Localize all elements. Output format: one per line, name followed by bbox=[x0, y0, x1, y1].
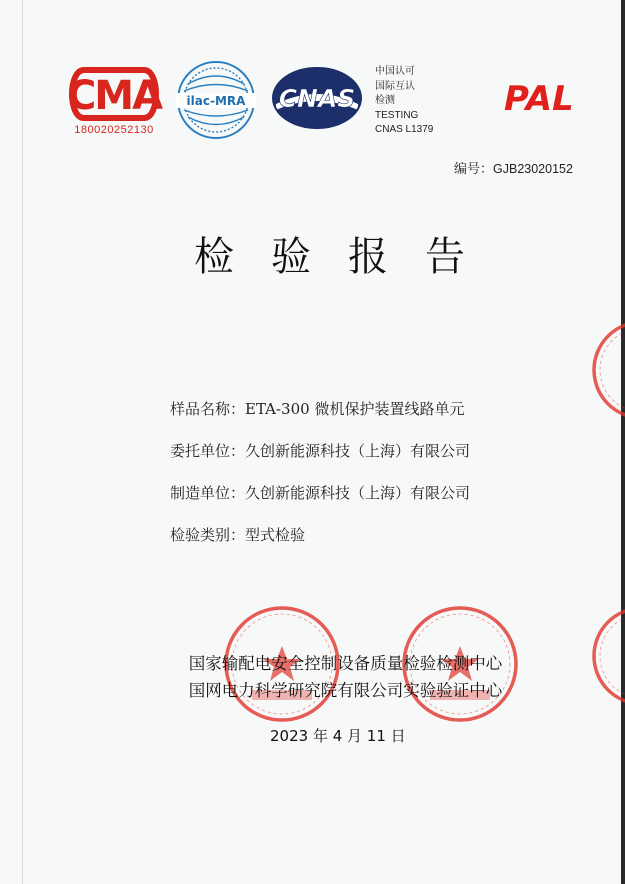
field-value: 久创新能源科技（上海）有限公司 bbox=[245, 442, 471, 460]
field-manufacturer bbox=[170, 482, 470, 524]
field-label: 制造单位： bbox=[170, 484, 246, 502]
field-value: ETA-300 微机保护装置线路单元 bbox=[245, 400, 465, 418]
field-value: 久创新能源科技（上海）有限公司 bbox=[245, 484, 471, 502]
issuing-organization-1: 国家输配电安全控制设备质量检验检测中心 bbox=[188, 654, 503, 673]
ilac-mra-logo bbox=[174, 58, 258, 142]
edge-seal-top bbox=[590, 318, 625, 422]
cnas-logo bbox=[270, 66, 364, 130]
cnas-info-line: TESTING bbox=[375, 109, 419, 121]
pal-mark-icon bbox=[498, 78, 582, 118]
cnas-info-line: CNAS L1379 bbox=[375, 124, 434, 135]
report-number-value: GJB23020152 bbox=[493, 162, 573, 176]
report-number bbox=[454, 158, 573, 177]
report-title: 检验报告 bbox=[194, 234, 502, 280]
cnas-info-line: 国际互认 bbox=[375, 80, 415, 92]
field-test-type bbox=[170, 524, 470, 566]
issue-date: 2023 年 4 月 11 日 bbox=[270, 727, 406, 745]
svg-text:ilac-MRA: ilac-MRA bbox=[186, 94, 246, 108]
cnas-ellipse-icon bbox=[270, 66, 364, 130]
field-value: 型式检验 bbox=[245, 526, 306, 544]
page-left-edge bbox=[22, 0, 23, 884]
cnas-accreditation-text bbox=[375, 65, 465, 138]
field-label: 检验类别： bbox=[170, 526, 246, 544]
cma-number: 180020252130 bbox=[74, 124, 154, 136]
pal-logo bbox=[498, 78, 582, 118]
sample-info-fields bbox=[170, 398, 470, 566]
page-right-edge bbox=[621, 0, 625, 884]
cnas-info-line: 中国认可 bbox=[375, 66, 415, 77]
cma-mark-icon bbox=[64, 66, 164, 122]
field-label: 委托单位： bbox=[170, 442, 246, 460]
ilac-globe-icon bbox=[174, 58, 258, 142]
cnas-info-line: 检测 bbox=[375, 95, 395, 106]
issuing-organization-2: 国网电力科学研究院有限公司实验验证中心 bbox=[188, 681, 503, 700]
svg-text:CMA: CMA bbox=[66, 73, 162, 119]
cma-logo bbox=[64, 66, 164, 140]
svg-text:CNAS: CNAS bbox=[278, 84, 356, 113]
field-client bbox=[170, 440, 470, 482]
svg-text:PAL: PAL bbox=[504, 79, 574, 118]
field-sample-name bbox=[170, 398, 470, 440]
report-number-label: 编号： bbox=[454, 162, 494, 177]
field-label: 样品名称： bbox=[170, 400, 246, 418]
